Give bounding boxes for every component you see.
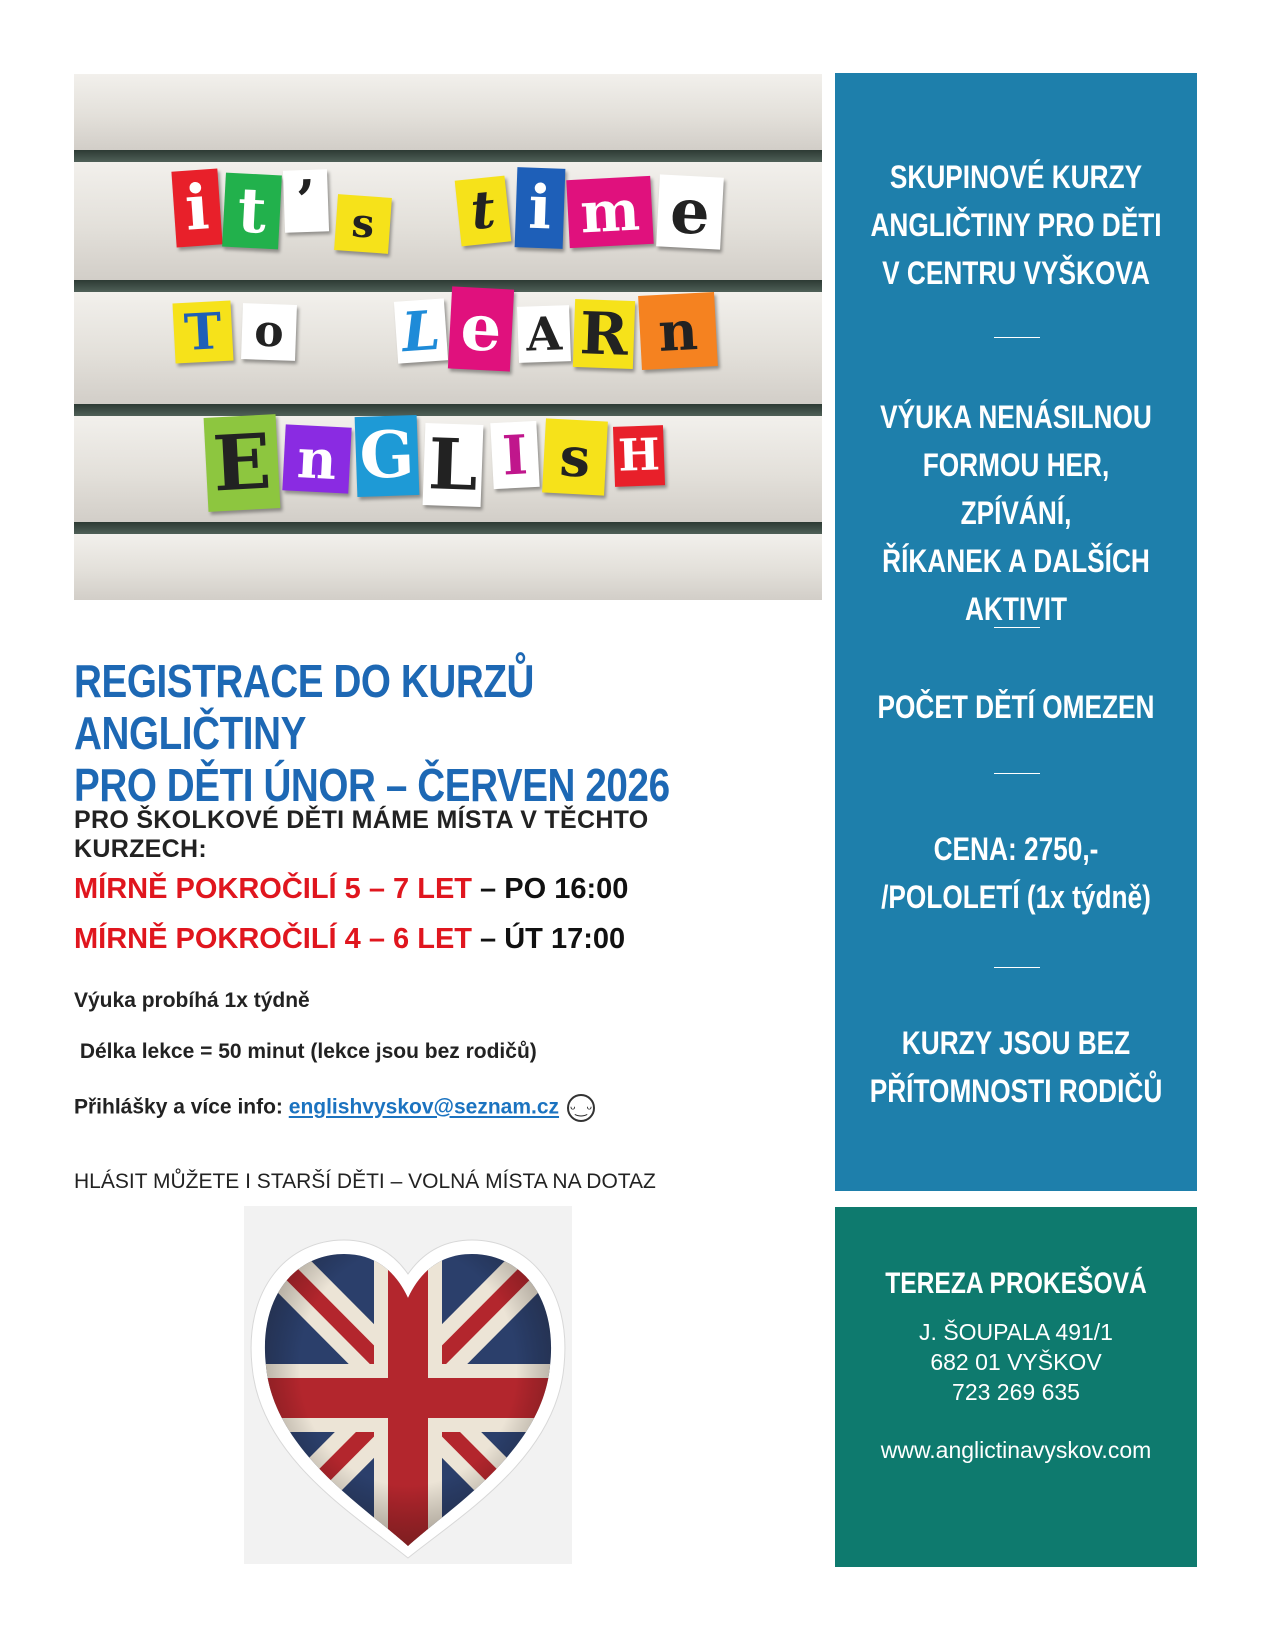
feature-line: FORMOU HER, ZPÍVÁNÍ, bbox=[922, 447, 1110, 531]
contact-label: Přihlášky a více info: bbox=[74, 1095, 289, 1119]
letter-tile: i bbox=[171, 168, 222, 247]
smiley-icon: ᵕ‿ᵕ bbox=[567, 1094, 595, 1122]
course-time: – ÚT 17:00 bbox=[472, 923, 626, 955]
lesson-duration: Délka lekce = 50 minut (lekce jsou bez rodičů) bbox=[74, 1040, 537, 1063]
price-period-line: /POLOLETÍ (1x týdně) bbox=[881, 879, 1151, 915]
letter-tile: s bbox=[542, 418, 608, 495]
wood-plank bbox=[74, 74, 822, 150]
wood-plank bbox=[74, 534, 822, 600]
feature-line: KURZY JSOU BEZ bbox=[901, 1025, 1131, 1061]
feature-group-capacity bbox=[868, 683, 1165, 731]
letter-tile: s bbox=[334, 194, 392, 254]
plank-gap bbox=[74, 404, 822, 416]
contact-phone: 723 269 635 bbox=[952, 1379, 1080, 1405]
uk-flag-heart-image bbox=[244, 1206, 572, 1564]
feature-line: V CENTRU VYŠKOVA bbox=[882, 255, 1150, 291]
letter-tile: t bbox=[455, 176, 512, 247]
separator bbox=[994, 967, 1040, 968]
availability-heading: PRO ŠKOLKOVÉ DĚTI MÁME MÍSTA V TĚCHTO KURZECH: bbox=[74, 806, 649, 863]
contact-name: TEREZA PROKEŠOVÁ bbox=[885, 1267, 1147, 1300]
lesson-frequency: Výuka probíhá 1x týdně bbox=[74, 989, 310, 1012]
feature-line: VÝUKA NENÁSILNOU bbox=[880, 399, 1152, 435]
contact-line bbox=[74, 1094, 595, 1122]
feature-line: ŘÍKANEK A DALŠÍCH bbox=[882, 543, 1150, 579]
letter-tile: t bbox=[222, 173, 282, 250]
letter-tile: ’ bbox=[283, 169, 329, 232]
feature-line: ANGLIČTINY PRO DĚTI bbox=[870, 207, 1162, 243]
price-line: CENA: 2750,- bbox=[933, 831, 1099, 867]
feature-line: SKUPINOVÉ KURZY bbox=[889, 159, 1143, 195]
letter-tile: n bbox=[282, 424, 351, 493]
letter-tile: e bbox=[448, 286, 514, 371]
letter-tile: L bbox=[423, 423, 484, 507]
heart-flag-icon bbox=[244, 1206, 572, 1564]
contact-city: 682 01 VYŠKOV bbox=[930, 1349, 1102, 1375]
plank-gap bbox=[74, 522, 822, 534]
page-title-line1: REGISTRACE DO KURZŮ ANGLIČTINY bbox=[74, 655, 535, 759]
plank-gap bbox=[74, 150, 822, 162]
letter-tile: o bbox=[241, 303, 297, 361]
letter-tile: n bbox=[638, 292, 718, 370]
course-time: – PO 16:00 bbox=[472, 873, 629, 905]
contact-panel bbox=[835, 1207, 1197, 1567]
feature-line: AKTIVIT bbox=[964, 591, 1068, 627]
letter-tile: e bbox=[656, 174, 724, 249]
feature-line: PŘÍTOMNOSTI RODIČŮ bbox=[869, 1073, 1163, 1109]
feature-line: POČET DĚTÍ OMEZEN bbox=[877, 689, 1155, 725]
letter-tile: I bbox=[490, 421, 539, 489]
letter-tile: T bbox=[172, 301, 233, 364]
website-link[interactable]: www.anglictinavyskov.com bbox=[880, 1437, 1152, 1463]
contact-street: J. ŠOUPALA 491/1 bbox=[919, 1319, 1113, 1345]
separator bbox=[994, 627, 1040, 628]
feature-group-parents bbox=[868, 1019, 1165, 1115]
plank-gap bbox=[74, 280, 822, 292]
letter-tile: R bbox=[573, 299, 635, 369]
course-level: MÍRNĚ POKROČILÍ 4 – 6 LET bbox=[74, 923, 472, 955]
feature-group-price bbox=[868, 825, 1165, 921]
feature-group-method bbox=[868, 393, 1165, 633]
letter-tile: L bbox=[394, 298, 448, 363]
page-title-line2: PRO DĚTI ÚNOR – ČERVEN 2026 bbox=[74, 759, 670, 811]
separator bbox=[994, 773, 1040, 774]
letter-tile: E bbox=[204, 414, 281, 512]
hero-image bbox=[74, 74, 822, 600]
older-children-note: HLÁSIT MŮŽETE I STARŠÍ DĚTI – VOLNÁ MÍSTA NA DOTAZ bbox=[74, 1170, 656, 1193]
course-level: MÍRNĚ POKROČILÍ 5 – 7 LET bbox=[74, 873, 472, 905]
letter-tile: G bbox=[355, 415, 420, 497]
features-panel bbox=[835, 73, 1197, 1191]
letter-tile: m bbox=[566, 176, 653, 248]
letter-tile: A bbox=[517, 305, 571, 363]
page-title bbox=[74, 655, 712, 811]
email-link[interactable]: englishvyskov@seznam.cz bbox=[288, 1095, 560, 1119]
course-item bbox=[74, 923, 625, 956]
letter-tile: i bbox=[515, 167, 566, 249]
letter-tile: H bbox=[613, 425, 665, 487]
feature-group-courses bbox=[868, 153, 1165, 297]
separator bbox=[994, 337, 1040, 338]
course-item bbox=[74, 873, 628, 906]
